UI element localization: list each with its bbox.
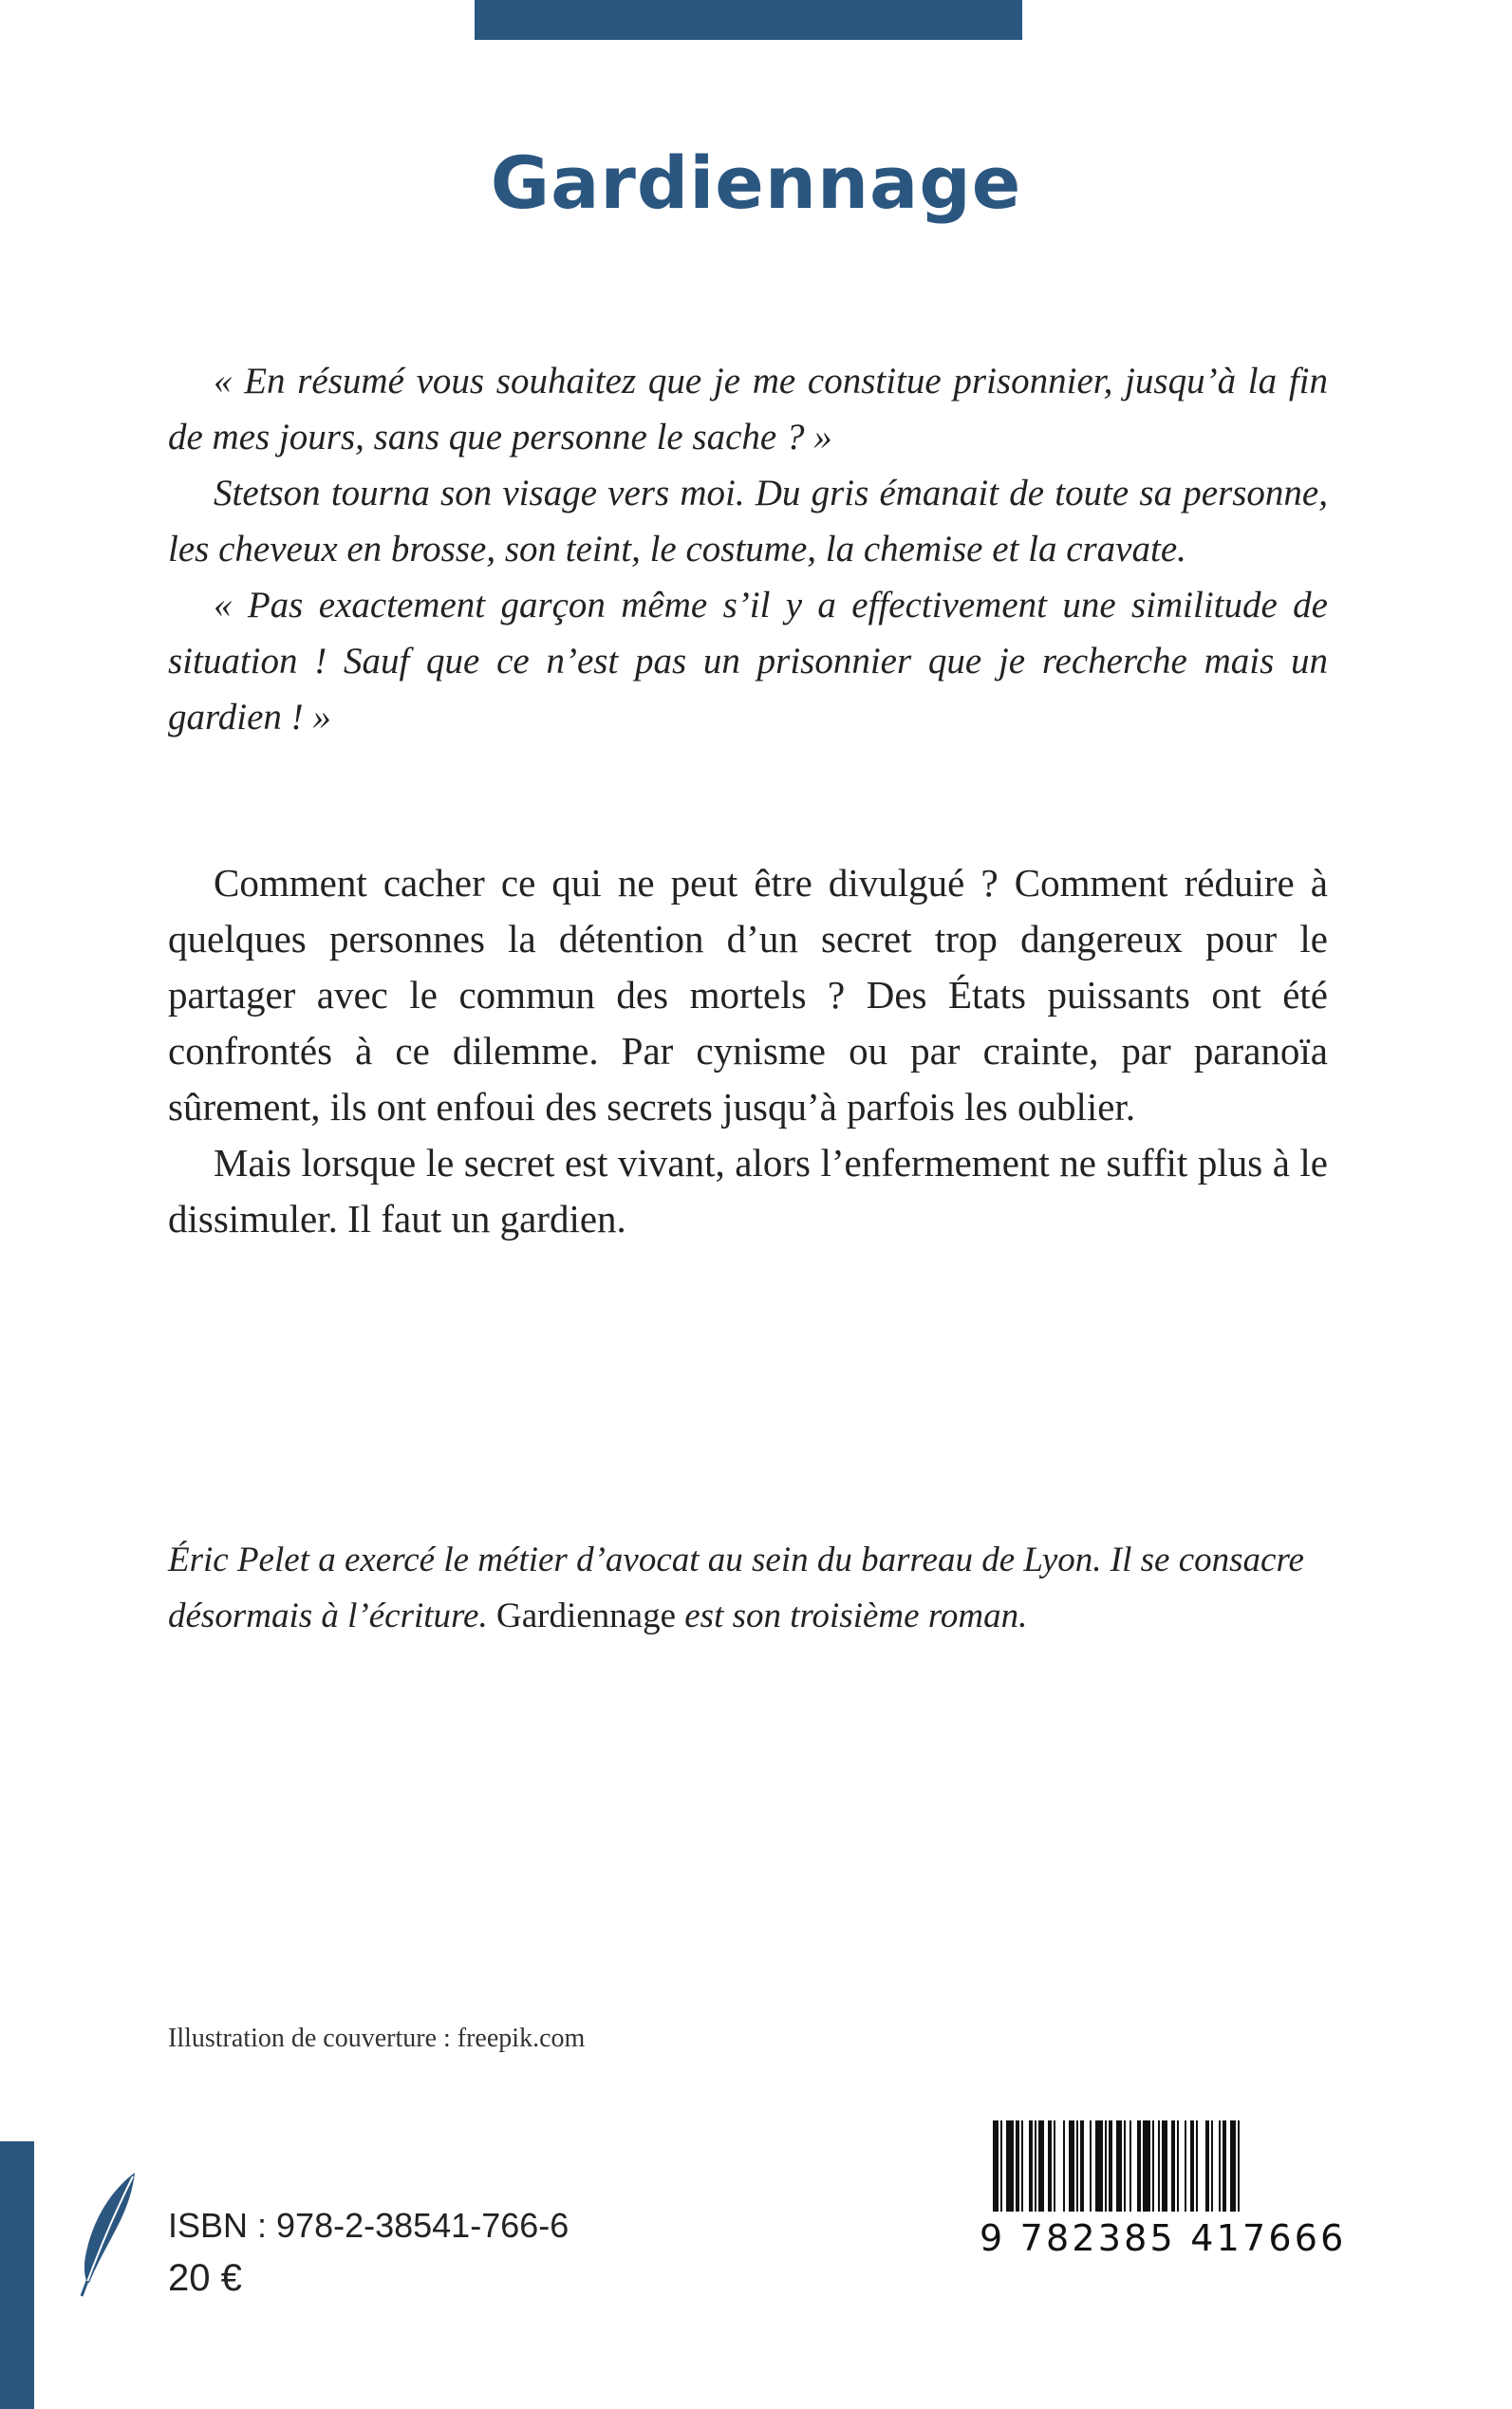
feather-icon	[76, 2169, 142, 2297]
description-paragraph: Mais lorsque le secret est vivant, alors l’enfermement ne suffit plus à le dissimuler. Il faut un gardien.	[168, 1141, 1328, 1241]
top-accent-bar	[475, 0, 1022, 40]
book-title: Gardiennage	[490, 140, 1022, 225]
quote-paragraph: « Pas exactement garçon même s’il y a effectivement une similitude de situation ! Sauf que ce n’est pas un prisonnier que je recherche mais un gardien ! »	[168, 585, 1328, 738]
quote-excerpt	[168, 353, 1328, 745]
book-description	[168, 855, 1328, 1247]
left-accent-bar	[0, 2141, 34, 2409]
author-bio-text-end: est son troisième roman.	[684, 1597, 1028, 1635]
quote-paragraph: « En résumé vous souhaitez que je me constitue prisonnier, jusqu’à la fin de mes jours, sans que personne le sache ? »	[168, 361, 1328, 458]
quote-paragraph: Stetson tourna son visage vers moi. Du gris émanait de toute sa personne, les cheveux en brosse, son teint, le costume, la chemise et la cravate.	[168, 473, 1328, 570]
barcode-digits: 9 782385 417666	[980, 2212, 1333, 2265]
cover-credit: Illustration de couverture : freepik.com	[168, 2024, 586, 2053]
author-bio-text: Éric Pelet a exercé le métier d’avocat au sein du barreau de Lyon. Il se consacre désormais à l’écriture.	[168, 1541, 1304, 1635]
isbn: ISBN : 978-2-38541-766-6	[168, 2206, 569, 2245]
description-paragraph: Comment cacher ce qui ne peut être divulgué ? Comment réduire à quelques personnes la détention d’un secret trop dangereux pour le partager avec le commun des mortels ? Des États puissants ont été confrontés à ce dilemme. Par cynisme ou par crainte, par paranoïa sûrement, ils ont enfoui des secrets jusqu’à parfois les oublier.	[168, 861, 1328, 1129]
author-bio-book-title: Gardiennage	[495, 1597, 676, 1635]
price: 20 €	[168, 2257, 242, 2299]
author-bio	[168, 1532, 1345, 1644]
